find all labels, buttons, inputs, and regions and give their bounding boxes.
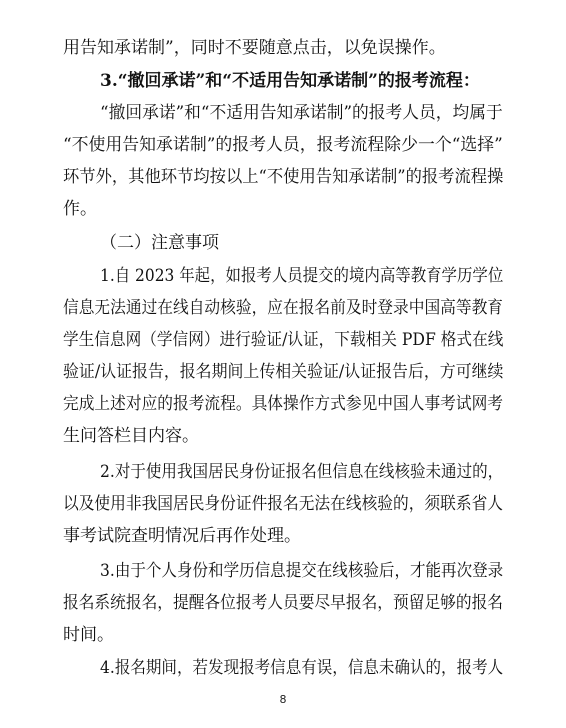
line-text: 以及使用非我国居民身份证件报名无法在线核验的，须联系省人 — [63, 494, 504, 514]
text-line — [0, 166, 566, 188]
line-text: 1.自 2023 年起，如报考人员提交的境内高等教育学历学位 — [100, 266, 504, 286]
text-line — [0, 37, 566, 59]
text-line — [0, 493, 566, 515]
subsection-heading — [0, 232, 566, 254]
text-line — [0, 560, 566, 582]
text-line — [0, 657, 566, 679]
line-text: “撤回承诺”和“不适用告知承诺制”的报考人员，均属于 — [100, 103, 503, 123]
line-text: 报名系统报名，提醒各位报考人员要尽早报名，预留足够的报名 — [63, 593, 504, 613]
text-line — [0, 592, 566, 614]
page-number: 8 — [279, 693, 287, 706]
text-line — [0, 198, 566, 220]
text-line — [0, 525, 566, 547]
line-text: 验证/认证报告，报名期间上传相关验证/认证报告后，方可继续 — [63, 362, 504, 382]
line-text: 学生信息网（学信网）进行验证/认证，下载相关 PDF 格式在线 — [63, 330, 504, 350]
line-text: 2.对于使用我国居民身份证报名但信息在线核验未通过的， — [100, 462, 504, 482]
line-text: 用告知承诺制”，同时不要随意点击，以免误操作。 — [63, 38, 446, 58]
text-line — [0, 361, 566, 383]
line-text: 3.由于个人身份和学历信息提交在线核验后，才能再次登录 — [100, 561, 504, 581]
line-text: 生问答栏目内容。 — [63, 426, 199, 446]
text-line — [0, 102, 566, 124]
text-line — [0, 393, 566, 415]
text-line — [0, 425, 566, 447]
text-line — [0, 461, 566, 483]
text-line — [0, 265, 566, 287]
line-text: 完成上述对应的报考流程。具体操作方式参见中国人事考试网考 — [63, 394, 504, 414]
text-line — [0, 297, 566, 319]
text-line — [0, 329, 566, 351]
line-text: 时间。 — [63, 625, 114, 645]
section-heading — [0, 70, 566, 92]
text-line — [0, 624, 566, 646]
line-text: 4.报名期间，若发现报考信息有误，信息未确认的，报考人 — [100, 658, 504, 678]
line-text: 环节外，其他环节均按以上“不使用告知承诺制”的报考流程操 — [63, 167, 504, 187]
line-text: 作。 — [63, 199, 97, 219]
line-text: “不使用告知承诺制”的报考人员，报考流程除少一个“选择” — [63, 135, 503, 155]
subsection-text: （二）注意事项 — [100, 233, 219, 253]
line-text: 事考试院查明情况后再作处理。 — [63, 526, 301, 546]
line-text: 信息无法通过在线自动核验，应在报名前及时登录中国高等教育 — [63, 298, 504, 318]
heading-text: 3.“撤回承诺”和“不适用告知承诺制”的报考流程： — [100, 71, 480, 91]
text-line — [0, 134, 566, 156]
